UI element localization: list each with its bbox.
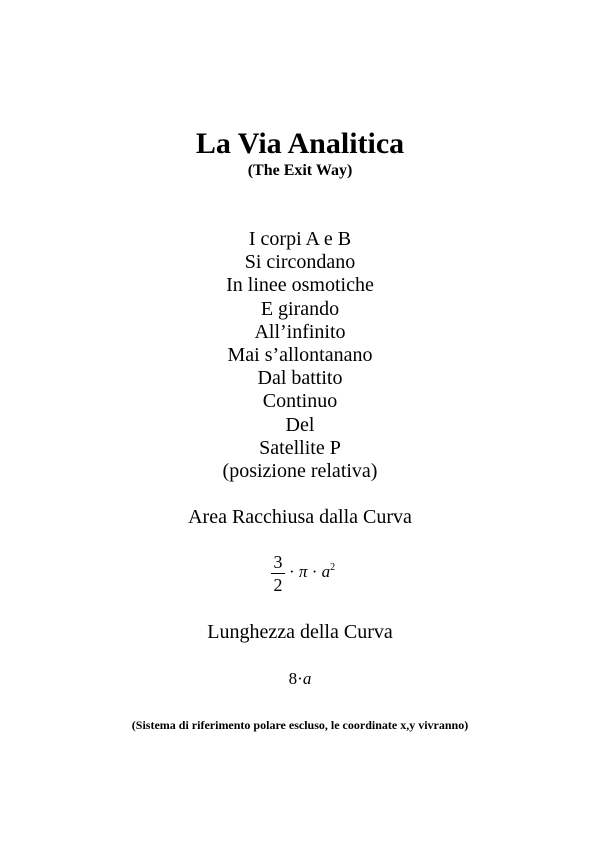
fraction-bar: [271, 573, 285, 574]
poem-line: I corpi A e B: [248, 228, 352, 250]
fraction-denominator: 2: [273, 575, 283, 595]
poem-line: All’infinito: [254, 320, 346, 343]
area-heading: Area Racchiusa dalla Curva: [188, 506, 412, 528]
pi-symbol: π: [298, 562, 308, 581]
poem-line: Del: [285, 413, 315, 436]
coefficient: 8: [288, 669, 298, 688]
exponent: 2: [330, 562, 336, 573]
multiply-dot: ·: [311, 562, 318, 581]
length-formula: [0, 668, 600, 690]
formula-terms: [289, 561, 335, 583]
poem-line: In linee osmotiche: [226, 274, 374, 297]
document-title: La Via Analitica: [195, 127, 405, 160]
poem-line: Si circondano: [244, 251, 356, 274]
poem-line: Satellite P: [259, 436, 341, 459]
variable-a: a: [302, 669, 312, 688]
area-formula: [0, 552, 600, 598]
variable-a: a: [321, 562, 331, 581]
poem-line: Continuo: [262, 390, 338, 413]
document-subtitle: (The Exit Way): [247, 162, 353, 179]
fraction: [270, 552, 286, 595]
multiply-dot: ·: [289, 562, 295, 581]
poem-line: Mai s’allontanano: [227, 343, 373, 366]
fraction-numerator: 3: [273, 552, 283, 572]
footnote: (Sistema di riferimento polare escluso, le coordinate x,y vivranno): [131, 718, 469, 732]
length-heading: Lunghezza della Curva: [207, 621, 393, 643]
poem-line: (posizione relativa): [222, 459, 378, 482]
poem-line: Dal battito: [257, 367, 343, 390]
multiply-dot: ·: [297, 669, 303, 688]
poem-line: E girando: [260, 297, 340, 320]
poem: [0, 228, 600, 483]
